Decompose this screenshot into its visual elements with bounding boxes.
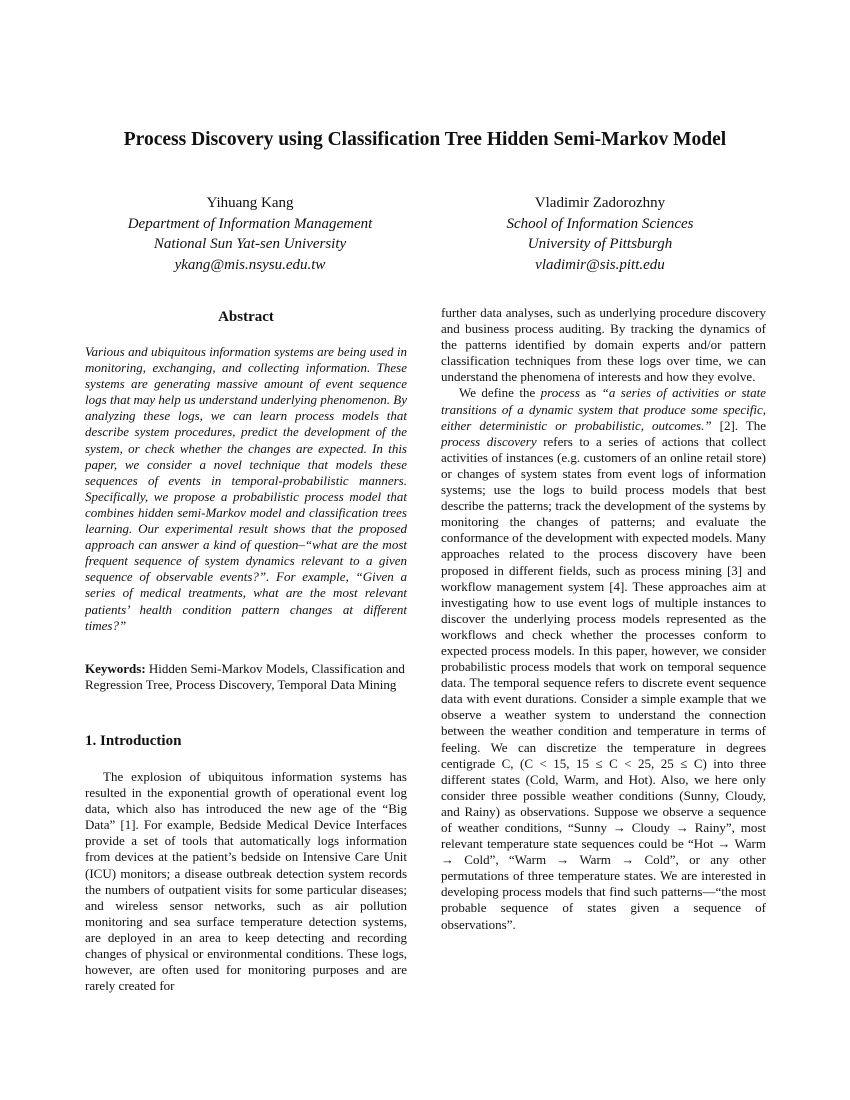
author-email: vladimir@sis.pitt.edu [535, 256, 665, 273]
right-column [441, 305, 766, 933]
author-name: Vladimir Zadorozhny [534, 195, 666, 211]
author-department: School of Information Sciences [506, 215, 694, 232]
abstract-text: Various and ubiquitous information systems are being used in monitoring, exchanging, and collecting information. These systems are generating massive amount of event sequence logs that may help us understand underlying phenomenon. By analyzing these logs, we can learn process models that describe system procedures, predict the development of the system, or check whether the changes are expected. In this paper, we consider a novel technique that models these sequences of events in temporal-probabilistic manners. Specifically, we propose a probabilistic process model that combines hidden semi-Markov model and classification trees learning. Our experimental result shows that the proposed approach can answer a kind of question–“what are the most frequent sequence of system dynamics relevant to a given sequence of observable events?”. For example, “Given a series of medical treatments, what are the most relevant patients’ health condition pattern changes at different times?” [85, 344, 407, 633]
paper-title: Process Discovery using Classification Tree Hidden Semi-Markov Model [123, 129, 727, 150]
keywords [85, 661, 407, 693]
p2-as: as [579, 385, 597, 401]
p2-term-process-discovery: process discovery [441, 433, 537, 449]
p2-term-process: process [540, 385, 580, 401]
intro-paragraph-2 [441, 385, 766, 932]
p2-lead: We define the [459, 385, 536, 401]
author-email: ykang@mis.nsysu.edu.tw [174, 256, 326, 273]
abstract-heading: Abstract [218, 309, 274, 325]
author-department: Department of Information Management [127, 215, 373, 232]
section-heading-introduction: 1. Introduction [85, 733, 182, 749]
intro-paragraph-1: The explosion of ubiquitous information systems has resulted in the exponential growth of operational event log data, which also has introduced the new age of the “Big Data” [1]. For example, Bedside Medical Device Interfaces provide a set of tools that automatically logs information from devices at the patient’s bedside on Intensive Care Unit (ICU) monitors; a disease outbreak detection system records the numbers of outpatient visits for some particular diseases; and wireless sensor networks, such as air pollution monitoring and sea surface temperature detection systems, are deployed in an area to keep detecting and recording changes of physical or environmental conditions. These logs, however, are often used for monitoring purposes and are rarely created for [85, 769, 407, 994]
intro-paragraph-1-continued: further data analyses, such as underlying procedure discovery and business process auditing. By tracking the dynamics of the patterns identified by domain experts and/or pattern classification techniques from these logs over time, we can understand the phenomena of interests and how they evolve. [441, 305, 766, 385]
author-institution: National Sun Yat-sen University [153, 236, 347, 252]
p2-body: refers to a series of actions that collect activities of instances (e.g. customers of an online retail store) or changes of system states from event logs of information systems; use the logs to build process models that best describe the patterns; track the development of the systems by monitoring the changes of patterns; and evaluate the conformance of the development with expected models. Many approaches related to the process discovery have been proposed in different fields, such as process mining [3] and workflow management system [4]. These approaches aim at investigating how to use event logs of multiple instances to discover the underlying process models represented as the workflows and check whether the processes conform to expected process models. In this paper, however, we consider probabilistic process models that work on temporal sequence data. The temporal sequence refers to discrete event sequence data with event durations. Consider a simple example that we observe a weather system to understand the connection between the weather condition and temperature in terms of feeling. We can discretize the temperature in degrees centigrade C, (C < 15, 15 ≤ C < 25, 25 ≤ C) into three different states (Cold, Warm, and Hot). Also, we here only consider three possible weather conditions (Sunny, Cloudy, and Rainy) as observations. Suppose we observe a sequence of weather conditions, “Sunny → Cloudy → Rainy”, most relevant temperature state sequences could be “Hot → Warm → Cold”, “Warm → Warm → Cold”, or any other permutations of three temperature states. We are interested in developing process models that find such patterns—“the most probable sequence of states given a sequence of observations”. [441, 433, 767, 932]
p2-reference: [2]. The [719, 417, 767, 433]
author-name: Yihuang Kang [206, 195, 294, 211]
author-block-1 [80, 193, 420, 275]
keywords-text: Hidden Semi-Markov Models, Classification and Regression Tree, Process Discovery, Temporal Data Mining [85, 661, 405, 693]
keywords-label: Keywords: [85, 661, 146, 676]
p2-definition-quote: “a series of activities or state transitions of a dynamic system that produce some specific, either deterministic or probabilistic, outcomes.” [441, 385, 766, 433]
author-block-2 [430, 193, 770, 275]
author-institution: University of Pittsburgh [527, 236, 673, 252]
